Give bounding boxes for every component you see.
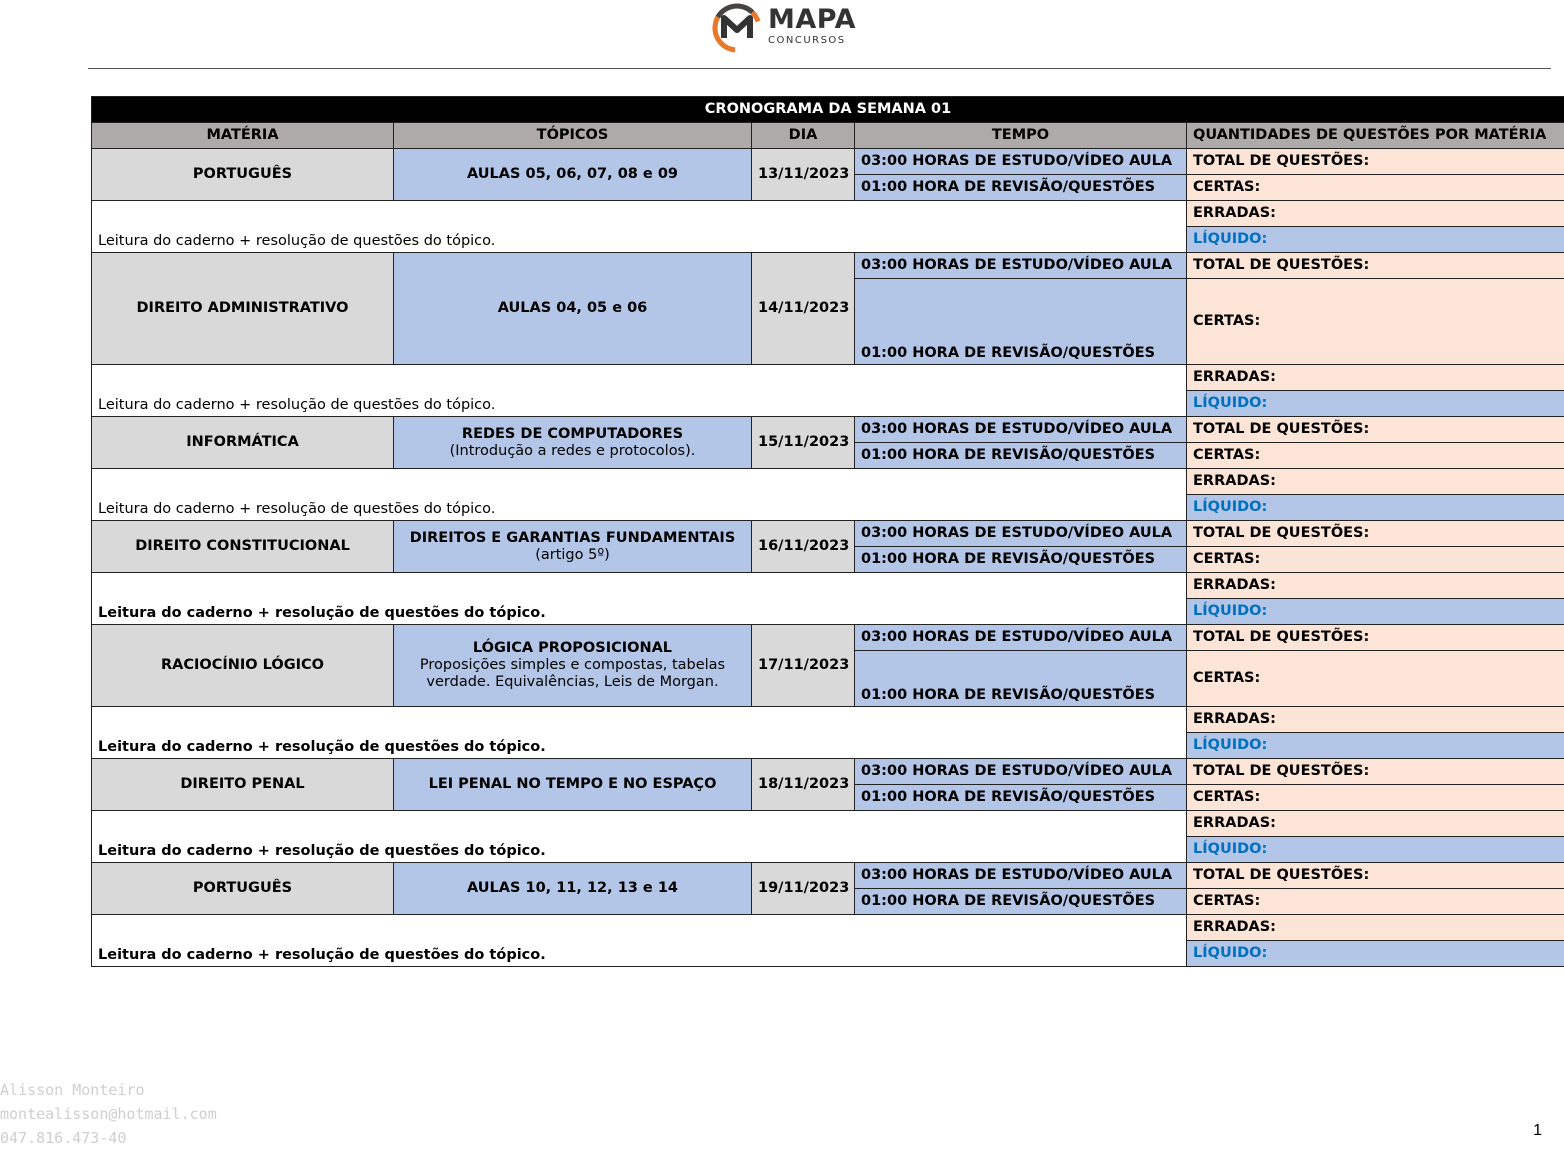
erradas-cell: ERRADAS: <box>1187 707 1564 733</box>
topico-cell <box>394 625 752 707</box>
materia-cell: RACIOCÍNIO LÓGICO <box>92 625 394 707</box>
certas-cell: CERTAS: <box>1187 547 1564 573</box>
dia-cell: 17/11/2023 <box>752 625 855 707</box>
topic-title: LÓGICA PROPOSICIONAL <box>400 640 745 657</box>
table-title: CRONOGRAMA DA SEMANA 01 <box>92 97 1564 123</box>
mapa-concursos-logo <box>710 0 855 56</box>
total-questoes-cell: TOTAL DE QUESTÕES: <box>1187 759 1564 785</box>
certas-cell: CERTAS: <box>1187 889 1564 915</box>
tempo-estudo-cell: 03:00 HORAS DE ESTUDO/VÍDEO AULA <box>855 863 1187 889</box>
total-questoes-cell: TOTAL DE QUESTÕES: <box>1187 149 1564 175</box>
table-row <box>92 811 1564 837</box>
certas-cell: CERTAS: <box>1187 279 1564 365</box>
topico-cell <box>394 253 752 365</box>
erradas-cell: ERRADAS: <box>1187 915 1564 941</box>
logo-wordmark: MAPA <box>768 4 856 35</box>
topic-title: LEI PENAL NO TEMPO E NO ESPAÇO <box>400 776 745 793</box>
table-title-row <box>92 97 1564 123</box>
materia-cell: DIREITO PENAL <box>92 759 394 811</box>
topico-cell <box>394 417 752 469</box>
tempo-estudo-cell: 03:00 HORAS DE ESTUDO/VÍDEO AULA <box>855 149 1187 175</box>
page-number: 1 <box>1533 1122 1542 1140</box>
total-questoes-cell: TOTAL DE QUESTÕES: <box>1187 863 1564 889</box>
materia-cell: PORTUGUÊS <box>92 863 394 915</box>
total-questoes-cell: TOTAL DE QUESTÕES: <box>1187 253 1564 279</box>
topic-title: DIREITOS E GARANTIAS FUNDAMENTAIS <box>400 530 745 547</box>
topic-subtitle: (Introdução a redes e protocolos). <box>400 443 745 460</box>
table-row <box>92 149 1564 175</box>
erradas-cell: ERRADAS: <box>1187 469 1564 495</box>
topic-title: AULAS 04, 05 e 06 <box>400 300 745 317</box>
table-row <box>92 365 1564 391</box>
header-topicos: TÓPICOS <box>394 123 752 149</box>
tempo-revisao-cell: 01:00 HORA DE REVISÃO/QUESTÕES <box>855 279 1187 365</box>
watermark-name: Alisson Monteiro <box>0 1078 217 1102</box>
liquido-cell: LÍQUIDO: <box>1187 599 1564 625</box>
liquido-cell: LÍQUIDO: <box>1187 837 1564 863</box>
dia-cell: 13/11/2023 <box>752 149 855 201</box>
tempo-revisao-cell: 01:00 HORA DE REVISÃO/QUESTÕES <box>855 651 1187 707</box>
tempo-estudo-cell: 03:00 HORAS DE ESTUDO/VÍDEO AULA <box>855 521 1187 547</box>
certas-cell: CERTAS: <box>1187 651 1564 707</box>
certas-cell: CERTAS: <box>1187 175 1564 201</box>
liquido-cell: LÍQUIDO: <box>1187 941 1564 967</box>
tempo-revisao-cell: 01:00 HORA DE REVISÃO/QUESTÕES <box>855 785 1187 811</box>
materia-cell: PORTUGUÊS <box>92 149 394 201</box>
header-dia: DIA <box>752 123 855 149</box>
nota-cell: Leitura do caderno + resolução de questões do tópico. <box>92 469 1187 521</box>
dia-cell: 15/11/2023 <box>752 417 855 469</box>
tempo-revisao-cell: 01:00 HORA DE REVISÃO/QUESTÕES <box>855 547 1187 573</box>
total-questoes-cell: TOTAL DE QUESTÕES: <box>1187 417 1564 443</box>
topic-subtitle: Proposições simples e compostas, tabelas verdade. Equivalências, Leis de Morgan. <box>400 657 745 691</box>
liquido-cell: LÍQUIDO: <box>1187 495 1564 521</box>
table-row <box>92 863 1564 889</box>
watermark <box>0 1078 217 1150</box>
liquido-cell: LÍQUIDO: <box>1187 391 1564 417</box>
schedule-table <box>91 96 1564 967</box>
table-header-row <box>92 123 1564 149</box>
topico-cell <box>394 759 752 811</box>
erradas-cell: ERRADAS: <box>1187 201 1564 227</box>
table-row <box>92 573 1564 599</box>
table-row <box>92 201 1564 227</box>
tempo-estudo-cell: 03:00 HORAS DE ESTUDO/VÍDEO AULA <box>855 759 1187 785</box>
table-row <box>92 707 1564 733</box>
header-quantidades: QUANTIDADES DE QUESTÕES POR MATÉRIA <box>1187 123 1564 149</box>
materia-cell: DIREITO CONSTITUCIONAL <box>92 521 394 573</box>
tempo-revisao-cell: 01:00 HORA DE REVISÃO/QUESTÕES <box>855 175 1187 201</box>
nota-cell: Leitura do caderno + resolução de questões do tópico. <box>92 811 1187 863</box>
topic-title: AULAS 10, 11, 12, 13 e 14 <box>400 880 745 897</box>
topic-title: AULAS 05, 06, 07, 08 e 09 <box>400 166 745 183</box>
dia-cell: 16/11/2023 <box>752 521 855 573</box>
logo-emblem-icon <box>710 0 766 56</box>
table-row <box>92 253 1564 279</box>
topico-cell <box>394 149 752 201</box>
table-row <box>92 417 1564 443</box>
nota-cell: Leitura do caderno + resolução de questões do tópico. <box>92 201 1187 253</box>
topico-cell <box>394 863 752 915</box>
tempo-estudo-cell: 03:00 HORAS DE ESTUDO/VÍDEO AULA <box>855 417 1187 443</box>
table-row <box>92 759 1564 785</box>
dia-cell: 18/11/2023 <box>752 759 855 811</box>
tempo-estudo-cell: 03:00 HORAS DE ESTUDO/VÍDEO AULA <box>855 625 1187 651</box>
liquido-cell: LÍQUIDO: <box>1187 227 1564 253</box>
topic-subtitle: (artigo 5º) <box>400 547 745 564</box>
tempo-estudo-cell: 03:00 HORAS DE ESTUDO/VÍDEO AULA <box>855 253 1187 279</box>
materia-cell: DIREITO ADMINISTRATIVO <box>92 253 394 365</box>
erradas-cell: ERRADAS: <box>1187 573 1564 599</box>
nota-cell: Leitura do caderno + resolução de questões do tópico. <box>92 573 1187 625</box>
dia-cell: 14/11/2023 <box>752 253 855 365</box>
nota-cell: Leitura do caderno + resolução de questões do tópico. <box>92 365 1187 417</box>
table-row <box>92 915 1564 941</box>
table-row <box>92 521 1564 547</box>
dia-cell: 19/11/2023 <box>752 863 855 915</box>
topico-cell <box>394 521 752 573</box>
erradas-cell: ERRADAS: <box>1187 811 1564 837</box>
logo-subtitle: CONCURSOS <box>768 35 846 46</box>
nota-cell: Leitura do caderno + resolução de questões do tópico. <box>92 915 1187 967</box>
tempo-revisao-cell: 01:00 HORA DE REVISÃO/QUESTÕES <box>855 889 1187 915</box>
header-tempo: TEMPO <box>855 123 1187 149</box>
materia-cell: INFORMÁTICA <box>92 417 394 469</box>
liquido-cell: LÍQUIDO: <box>1187 733 1564 759</box>
tempo-revisao-cell: 01:00 HORA DE REVISÃO/QUESTÕES <box>855 443 1187 469</box>
header-rule <box>88 68 1551 69</box>
certas-cell: CERTAS: <box>1187 443 1564 469</box>
topic-title: REDES DE COMPUTADORES <box>400 426 745 443</box>
watermark-email: montealisson@hotmail.com <box>0 1102 217 1126</box>
header-materia: MATÉRIA <box>92 123 394 149</box>
watermark-id: 047.816.473-40 <box>0 1126 217 1150</box>
nota-cell: Leitura do caderno + resolução de questões do tópico. <box>92 707 1187 759</box>
total-questoes-cell: TOTAL DE QUESTÕES: <box>1187 521 1564 547</box>
certas-cell: CERTAS: <box>1187 785 1564 811</box>
total-questoes-cell: TOTAL DE QUESTÕES: <box>1187 625 1564 651</box>
table-row <box>92 469 1564 495</box>
table-row <box>92 625 1564 651</box>
erradas-cell: ERRADAS: <box>1187 365 1564 391</box>
